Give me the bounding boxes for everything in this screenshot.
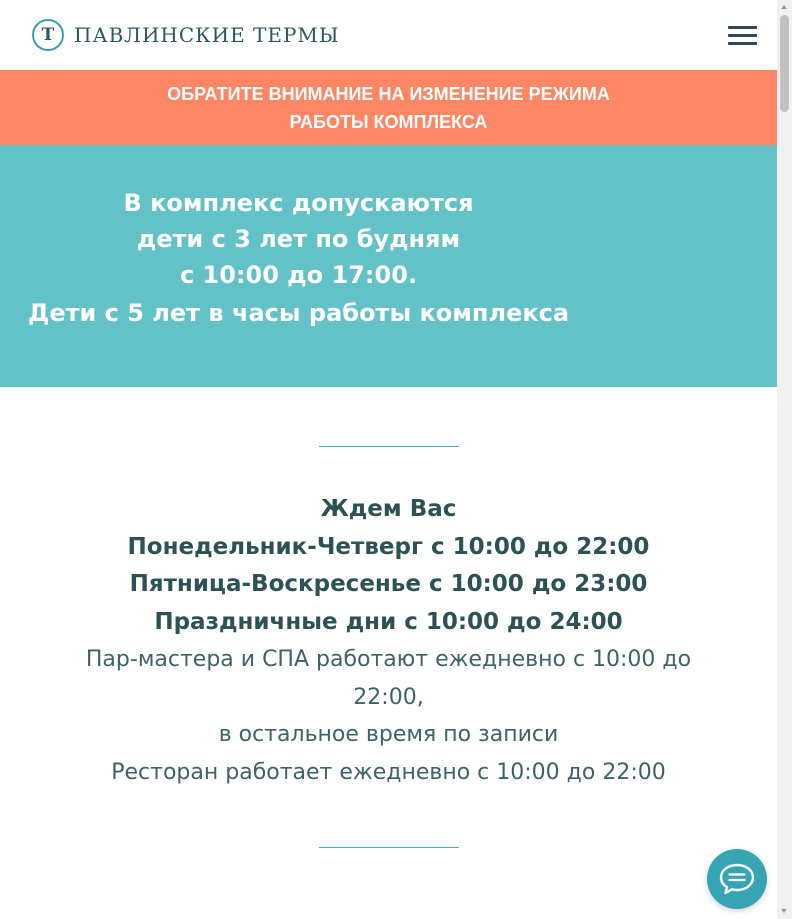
hours-holidays: Праздничные дни с 10:00 до 24:00: [154, 608, 623, 635]
scroll-thumb[interactable]: [780, 15, 789, 112]
site-header: [0, 0, 777, 70]
banner-line: Дети с 5 лет в часы работы комплекса: [27, 299, 570, 327]
spa-booking-note: в остальное время по записи: [218, 722, 559, 747]
notice-bar: [0, 70, 777, 145]
banner-line: с 10:00 до 17:00.: [179, 261, 418, 289]
menu-bar: [728, 26, 757, 29]
opening-hours: [60, 491, 717, 791]
scroll-up-arrow-icon[interactable]: [781, 5, 787, 9]
restaurant-hours: Ресторан работает ежедневно с 10:00 до 22:00: [111, 759, 666, 785]
hamburger-menu-icon[interactable]: [728, 25, 758, 47]
chat-bubble-icon: [718, 862, 756, 896]
divider-bottom: [319, 847, 459, 848]
chat-button[interactable]: [707, 849, 767, 909]
menu-bar: [728, 34, 757, 37]
spa-hours: Пар-мастера и СПА работают ежедневно с 10:00 до 22:00,: [85, 647, 692, 710]
scroll-down-arrow-icon[interactable]: [781, 909, 787, 913]
notice-link[interactable]: ОБРАТИТЕ ВНИМАНИЕ НА ИЗМЕНЕНИЕ РЕЖИМА РАБОТЫ КОМПЛЕКСА: [167, 83, 610, 132]
greeting: Ждем Вас: [320, 496, 457, 522]
hours-weekdays: Понедельник-Четверг с 10:00 до 22:00: [127, 533, 650, 560]
menu-bar: [728, 42, 757, 45]
logo-text: ПАВЛИНСКИЕ ТЕРМЫ: [74, 23, 340, 47]
logo-emblem-icon: [32, 19, 64, 51]
site-logo[interactable]: [32, 17, 340, 53]
banner-line: дети с 3 лет по будням: [136, 225, 461, 253]
banner-line: В комплекс допускаются: [123, 189, 474, 217]
banner-text: [20, 185, 577, 331]
vertical-scrollbar[interactable]: [777, 0, 792, 919]
hours-weekend: Пятница-Воскресенье с 10:00 до 23:00: [129, 571, 648, 597]
children-admission-banner: [0, 145, 777, 387]
divider-top: [319, 446, 459, 447]
logo-emblem-letter: Т: [41, 25, 55, 45]
